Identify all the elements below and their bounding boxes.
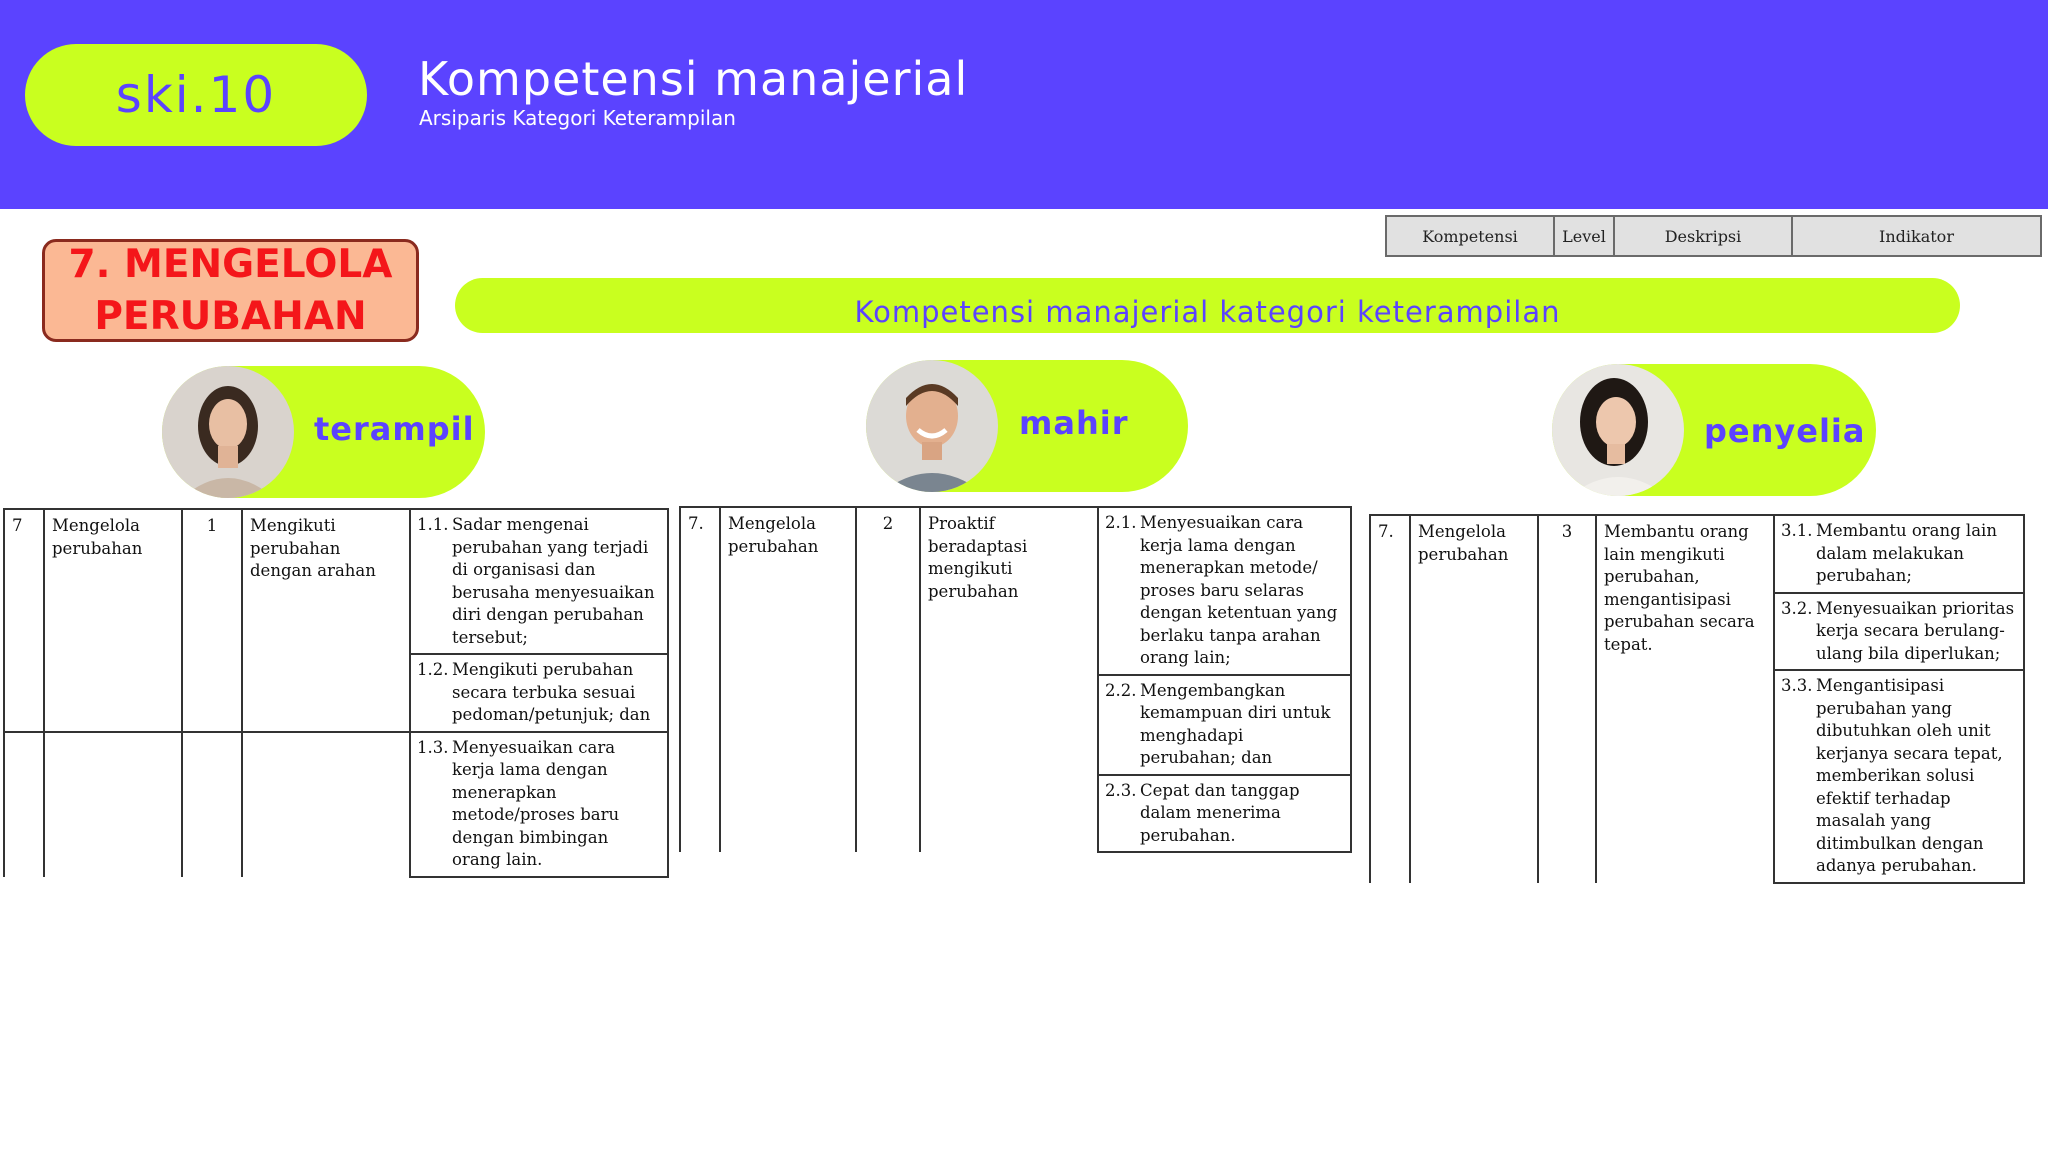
cell-indicator — [1774, 593, 2024, 671]
competency-table-penyelia — [1369, 514, 2025, 884]
table-row — [4, 509, 668, 654]
indicator-number: 3.3. — [1781, 676, 1813, 695]
level-label-mahir: mahir — [1019, 404, 1129, 442]
section-badge — [42, 239, 419, 342]
cell-description: Proaktif beradaptasi mengikuti perubahan — [920, 507, 1098, 852]
legend-indicator: Indikator — [1792, 216, 2041, 256]
cell-level: 2 — [856, 507, 920, 852]
cell-no: 7 — [4, 509, 44, 732]
table-row — [4, 732, 668, 877]
indicator-text: Membantu orang lain dalam melakukan perubahan; — [1816, 521, 1997, 585]
indicator-number: 3.2. — [1781, 598, 1813, 618]
level-label-penyelia: penyelia — [1704, 412, 1866, 450]
indicator-text: Mengembangkan kemampuan diri untuk menghadapi perubahan; dan — [1140, 680, 1331, 767]
cell-no: 7. — [1370, 515, 1410, 883]
competency-table-terampil — [3, 508, 669, 878]
indicator-text: Menyesuaikan cara kerja lama dengan menerapkan metode/proses baru dengan bimbingan orang lain. — [452, 737, 620, 869]
cell-indicator — [410, 732, 668, 877]
legend-competency: Kompetensi — [1386, 216, 1554, 256]
indicator-number: 1.3. — [417, 737, 449, 757]
header-banner — [0, 0, 2048, 209]
avatar-penyelia — [1552, 364, 1684, 496]
cell-indicator — [1098, 775, 1351, 853]
cell-competency: Mengelola perubahan — [720, 507, 856, 852]
slide-code-badge: ski.10 — [25, 44, 367, 146]
level-label-terampil: terampil — [314, 410, 475, 448]
cell-indicator — [1098, 675, 1351, 775]
cell-level: 1 — [182, 509, 242, 732]
cell-no: 7. — [680, 507, 720, 852]
level-pill-terampil — [162, 366, 485, 498]
cell-indicator — [410, 509, 668, 654]
level-pill-mahir — [866, 360, 1188, 492]
cell-indicator — [1774, 515, 2024, 593]
indicator-number: 1.2. — [417, 660, 449, 679]
indicator-number: 2.3. — [1105, 780, 1137, 800]
cell-indicator — [1774, 670, 2024, 883]
cell-level: 3 — [1538, 515, 1596, 883]
page-title: Kompetensi manajerial — [418, 52, 969, 106]
competency-table-mahir — [679, 506, 1352, 853]
indicator-number: 2.2. — [1105, 680, 1137, 700]
table-row — [680, 507, 1351, 675]
avatar-mahir — [866, 360, 998, 492]
table-row — [1370, 515, 2024, 593]
indicator-text: Mengantisipasi perubahan yang dibutuhkan oleh unit kerjanya secara tepat, memberikan solusi efektif terhadap masalah yang ditimbulkan dengan adanya perubahan. — [1816, 676, 2003, 875]
man-portrait-icon — [866, 360, 998, 492]
indicator-text: Mengikuti perubahan secara terbuka sesuai pedoman/petunjuk; dan — [452, 660, 651, 724]
avatar-terampil — [162, 366, 294, 498]
page-subtitle: Arsiparis Kategori Keterampilan — [419, 106, 736, 130]
indicator-number: 2.1. — [1105, 513, 1137, 532]
cell-competency: Mengelola perubahan — [1410, 515, 1538, 883]
cell-description: Membantu orang lain mengikuti perubahan, mengantisipasi perubahan secara tepat. — [1596, 515, 1774, 883]
cell-indicator — [410, 654, 668, 732]
indicator-text: Sadar mengenai perubahan yang terjadi di organisasi dan berusaha menyesuaikan diri dengan perubahan tersebut; — [452, 515, 655, 647]
indicator-text: Cepat dan tanggap dalam menerima perubahan. — [1140, 780, 1300, 845]
indicator-number: 3.1. — [1781, 521, 1813, 540]
indicator-number: 1.1. — [417, 515, 449, 534]
woman-portrait-icon — [162, 366, 294, 498]
category-title-bar: Kompetensi manajerial kategori keterampilan — [455, 278, 1960, 333]
level-pill-penyelia — [1552, 364, 1876, 496]
legend-level: Level — [1554, 216, 1614, 256]
cell-description: Mengikuti perubahan dengan arahan — [242, 509, 410, 732]
legend-table — [1385, 215, 2042, 257]
legend-description: Deskripsi — [1614, 216, 1792, 256]
cell-indicator — [1098, 507, 1351, 675]
woman-portrait-icon — [1552, 364, 1684, 496]
indicator-text: Menyesuaikan cara kerja lama dengan menerapkan metode/ proses baru selaras dengan ketentuan yang berlaku tanpa arahan orang lain; — [1140, 513, 1338, 667]
section-badge-line-1: 7. MENGELOLA — [68, 241, 393, 287]
indicator-text: Menyesuaikan prioritas kerja secara berulang-ulang bila diperlukan; — [1816, 598, 2015, 663]
cell-competency: Mengelola perubahan — [44, 509, 182, 732]
section-badge-line-2: PERUBAHAN — [94, 293, 367, 339]
